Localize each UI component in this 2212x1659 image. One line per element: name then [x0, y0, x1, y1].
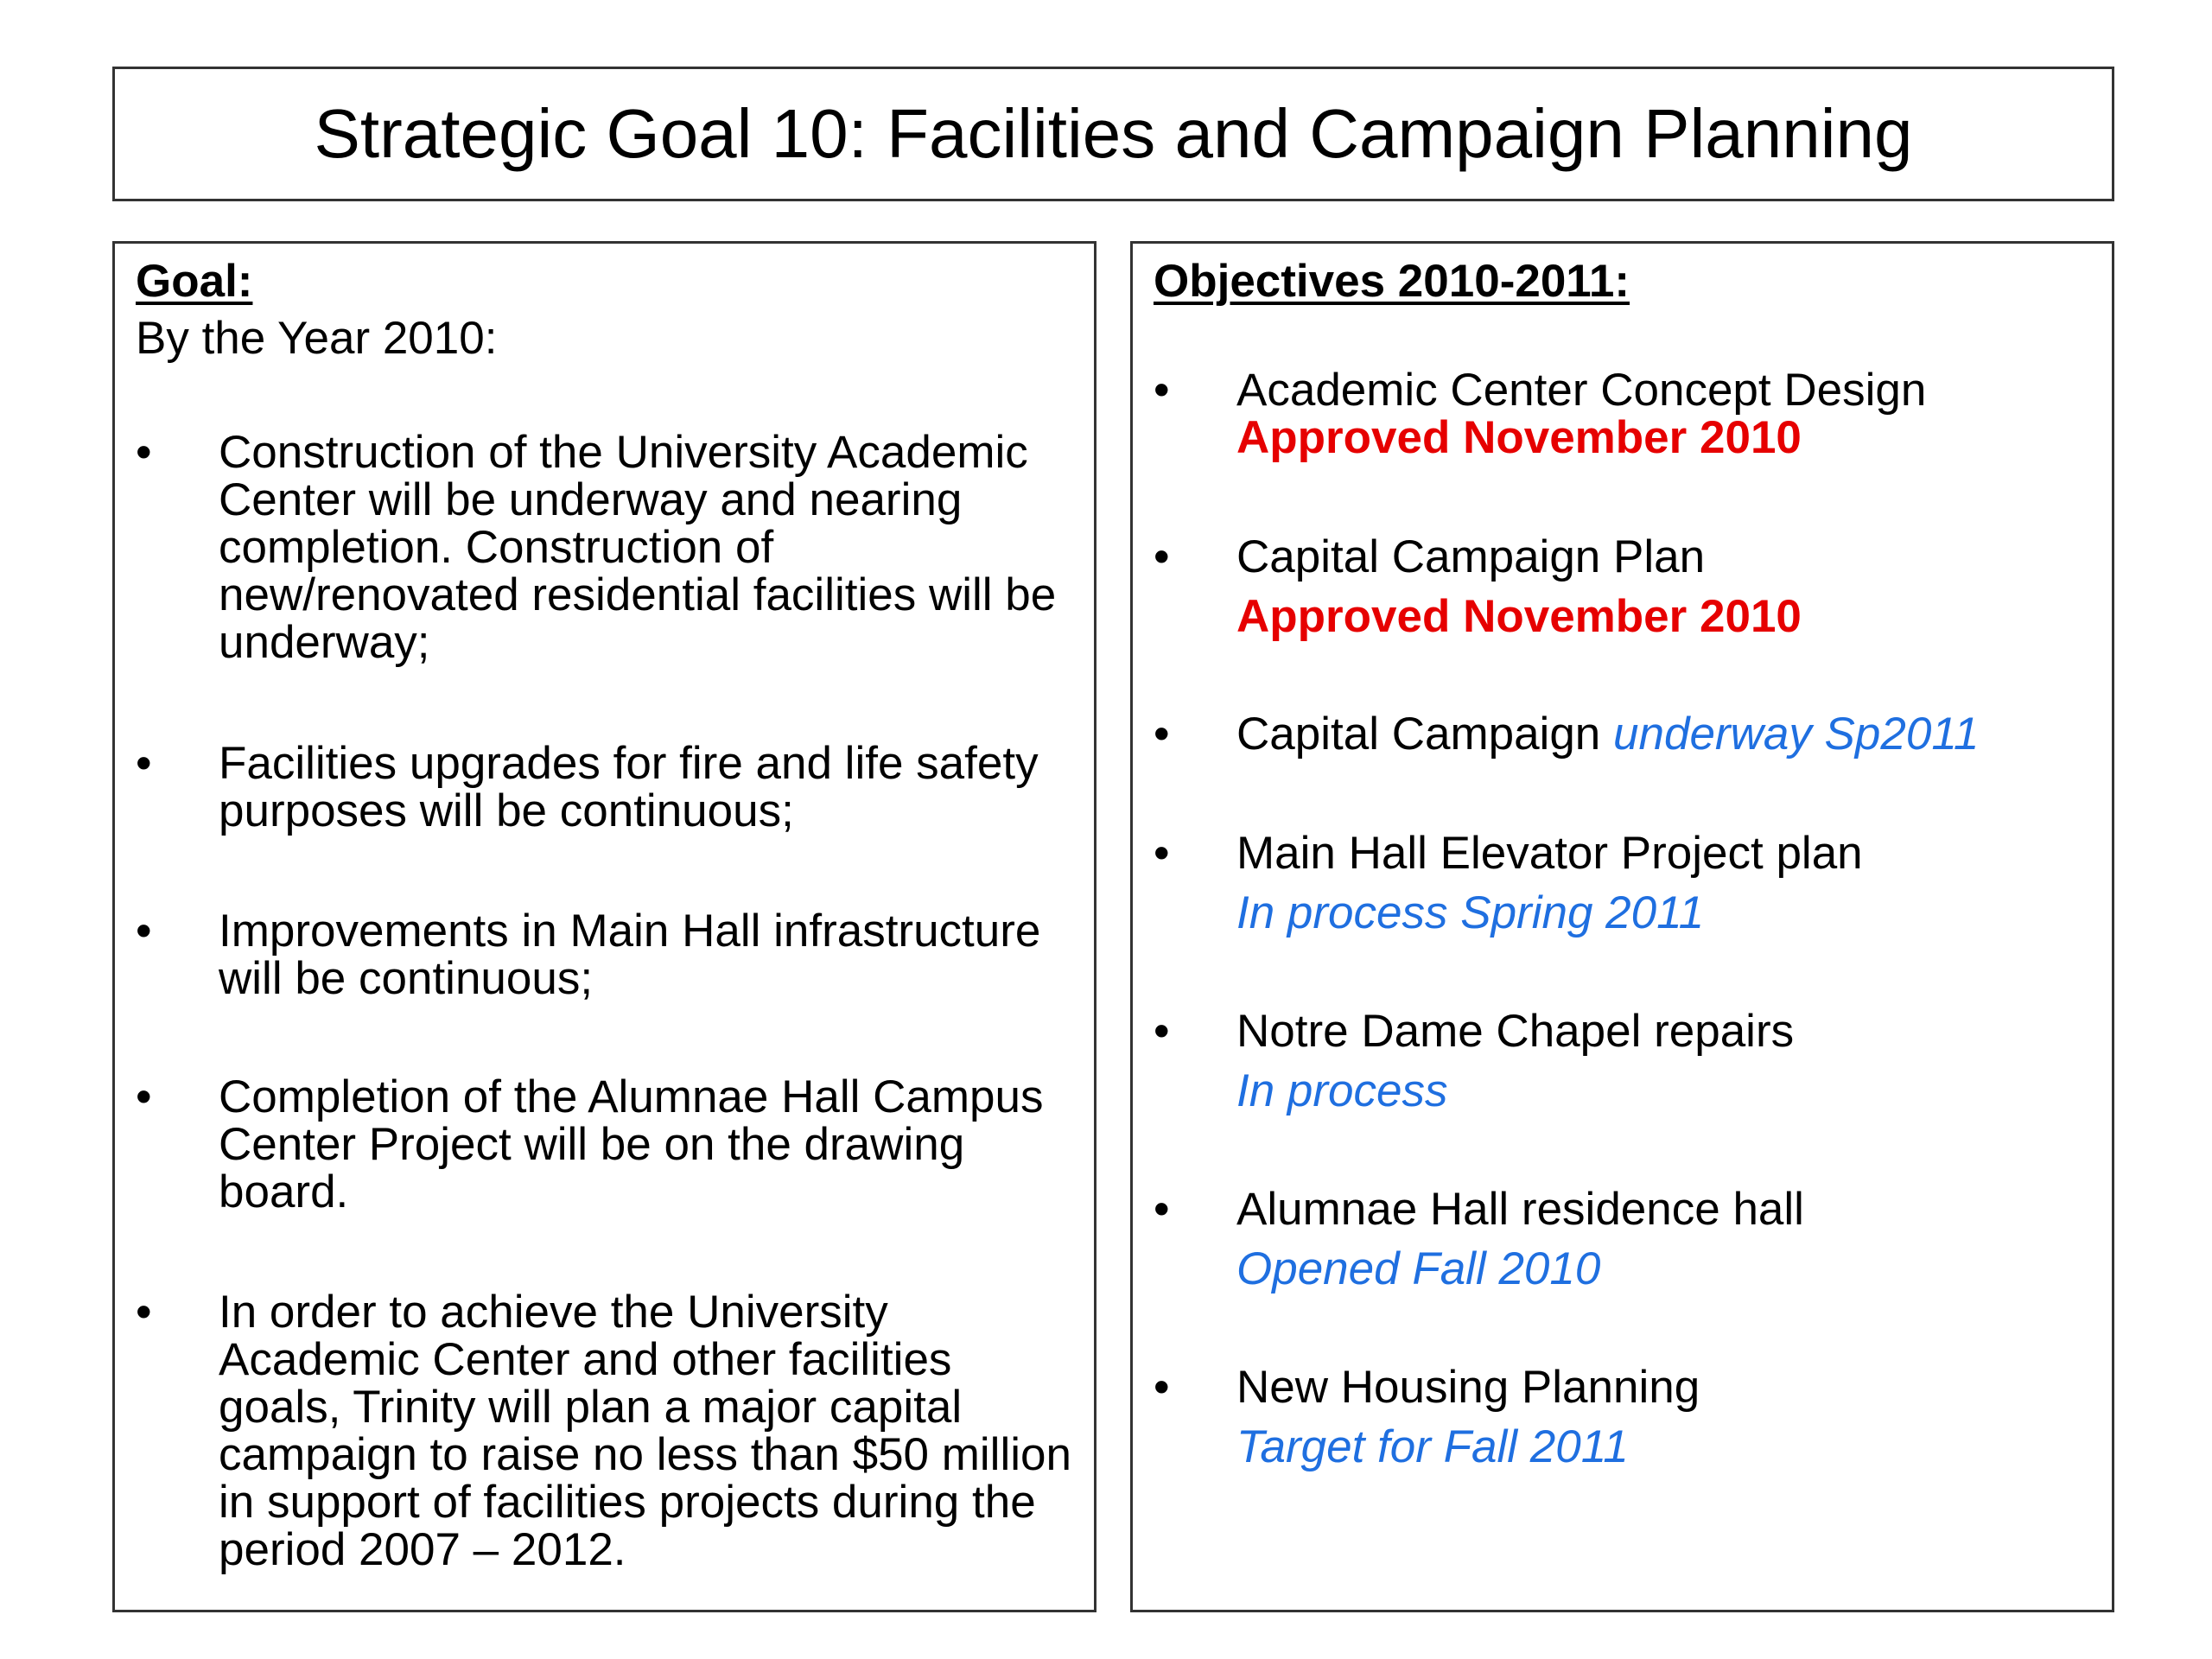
- goal-panel: [112, 241, 1096, 1612]
- bullet-icon: •: [136, 906, 152, 957]
- objectives-heading: Objectives 2010-2011:: [1154, 256, 1630, 307]
- objective-text: Notre Dame Chapel repairs: [1236, 1006, 1795, 1057]
- objective-text: Capital Campaign: [1236, 709, 1601, 760]
- goal-item-text: Improvements in Main Hall infrastructure will be continuous;: [219, 906, 1041, 1004]
- objective-text: New Housing Planning: [1236, 1362, 1700, 1413]
- goal-item-text: Facilities upgrades for fire and life safety purposes will be continuous;: [219, 738, 1039, 836]
- objectives-panel: [1130, 241, 2114, 1612]
- objective-text: Main Hall Elevator Project plan: [1236, 828, 1863, 879]
- slide-title-box: [112, 67, 2114, 201]
- bullet-icon: •: [1154, 828, 1170, 879]
- objective-status: Approved November 2010: [1236, 412, 1802, 463]
- bullet-icon: •: [136, 738, 152, 789]
- slide-title: Strategic Goal 10: Facilities and Campaign Planning: [314, 95, 1913, 172]
- bullet-icon: •: [1154, 1184, 1170, 1235]
- bullet-icon: •: [1154, 1362, 1170, 1413]
- bullet-icon: •: [1154, 709, 1170, 760]
- bullet-icon: •: [1154, 531, 1170, 582]
- bullet-icon: •: [136, 427, 152, 478]
- bullet-icon: •: [136, 1287, 152, 1338]
- goal-item-text: In order to achieve the University Academic Center and other facilities goals, Trinity will plan a major capital campaign to raise no less than $50 million in support of facilities projects during the period 2007 – 2012.: [219, 1287, 1071, 1575]
- objective-text: Academic Center Concept Design: [1236, 365, 1927, 416]
- goal-item-text: Construction of the University Academic Center will be underway and nearing completion. Construction of new/renovated residential facilities will be underway;: [219, 427, 1057, 668]
- bullet-icon: •: [1154, 365, 1170, 416]
- objective-status: underway Sp2011: [1613, 709, 1980, 760]
- bullet-icon: •: [136, 1071, 152, 1122]
- objective-text: Alumnae Hall residence hall: [1236, 1184, 1804, 1235]
- goal-item-text: Completion of the Alumnae Hall Campus Center Project will be on the drawing board.: [219, 1071, 1044, 1217]
- objective-text: Capital Campaign Plan: [1236, 531, 1706, 582]
- goal-heading: Goal:: [136, 256, 253, 307]
- bullet-icon: •: [1154, 1006, 1170, 1057]
- objective-status: In process Spring 2011: [1236, 887, 1705, 938]
- objective-status: Approved November 2010: [1236, 591, 1802, 642]
- objective-status: Opened Fall 2010: [1236, 1243, 1601, 1294]
- objective-status: Target for Fall 2011: [1236, 1421, 1629, 1472]
- goal-intro: By the Year 2010:: [136, 313, 498, 364]
- objective-status: In process: [1236, 1065, 1448, 1116]
